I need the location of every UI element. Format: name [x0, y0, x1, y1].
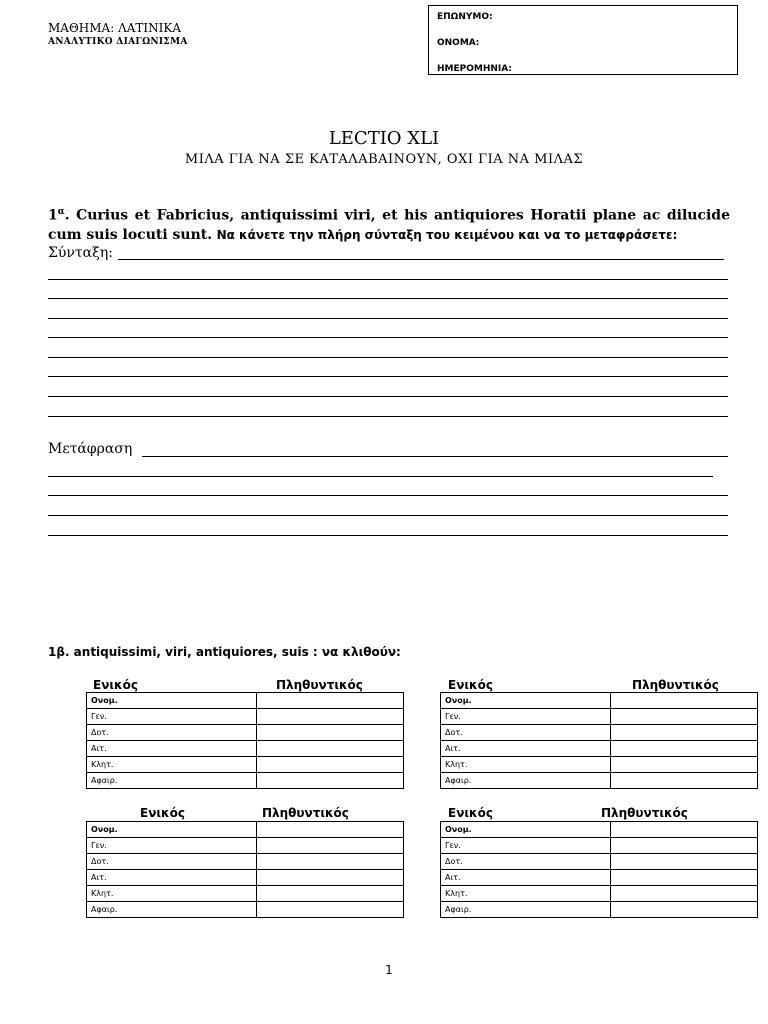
- syntax-answer-line[interactable]: [48, 337, 728, 338]
- name-label: ΟΝΟΜΑ:: [437, 38, 480, 48]
- student-id-box: [428, 5, 738, 75]
- syntax-answer-line[interactable]: [48, 376, 728, 377]
- case-label: Γεν.: [441, 838, 611, 854]
- case-label: Γεν.: [87, 709, 257, 725]
- case-label: Αιτ.: [87, 870, 257, 886]
- plural-cell[interactable]: [611, 693, 758, 709]
- declension-table: [86, 821, 404, 918]
- question-1-sup: α: [57, 207, 65, 217]
- plural-cell[interactable]: [257, 709, 404, 725]
- plural-cell[interactable]: [611, 725, 758, 741]
- case-label: Κλητ.: [441, 886, 611, 902]
- case-label: Γεν.: [441, 709, 611, 725]
- case-label: Δοτ.: [441, 725, 611, 741]
- question-1-instruction: Να κάνετε την πλήρη σύνταξη του κειμένου και να το μεταφράσετε:: [216, 227, 678, 242]
- syntax-answer-line[interactable]: [48, 357, 728, 358]
- case-label: Αφαιρ.: [441, 902, 611, 918]
- plural-cell[interactable]: [611, 709, 758, 725]
- page-number: 1: [385, 963, 393, 977]
- syntax-answer-line[interactable]: [48, 416, 728, 417]
- plural-cell[interactable]: [611, 870, 758, 886]
- page-title: LECTIO XLI: [328, 128, 440, 149]
- plural-header: Πληθυντικός: [276, 678, 363, 692]
- question-1-text: [48, 203, 730, 245]
- plural-cell[interactable]: [257, 693, 404, 709]
- syntax-answer-line[interactable]: [48, 318, 728, 319]
- case-label: Ονομ.: [87, 693, 257, 709]
- translation-answer-line[interactable]: [48, 476, 713, 477]
- subject-title: ΜΑΘΗΜΑ: ΛΑΤΙΝΙΚΑ: [48, 21, 182, 35]
- syntax-answer-line[interactable]: [48, 279, 728, 280]
- syntax-answer-line[interactable]: [48, 396, 728, 397]
- plural-cell[interactable]: [257, 854, 404, 870]
- translation-label: Μετάφραση: [48, 441, 133, 457]
- case-label: Κλητ.: [87, 757, 257, 773]
- case-label: Αιτ.: [441, 870, 611, 886]
- singular-header: Ενικός: [448, 678, 493, 692]
- plural-cell[interactable]: [611, 757, 758, 773]
- case-label: Δοτ.: [87, 725, 257, 741]
- date-label: ΗΜΕΡΟΜΗΝΙΑ:: [437, 64, 512, 74]
- question-1-latin: . Curius et Fabricius, antiquissimi viri, et his antiquiores Horatii plane ac dilucide cum suis locuti sunt.: [48, 207, 730, 243]
- plural-cell[interactable]: [257, 822, 404, 838]
- case-label: Αιτ.: [441, 741, 611, 757]
- plural-cell[interactable]: [611, 822, 758, 838]
- question-1-number: 1: [48, 207, 58, 224]
- motto: ΜΙΛΑ ΓΙΑ ΝΑ ΣΕ ΚΑΤΑΛΑΒΑΙΝΟΥΝ, ΟΧΙ ΓΙΑ ΝΑ ΜΙΛΑΣ: [184, 152, 584, 167]
- case-label: Δοτ.: [87, 854, 257, 870]
- declension-table: [440, 692, 758, 789]
- syntax-label: Σύνταξη:: [48, 245, 113, 261]
- case-label: Κλητ.: [87, 886, 257, 902]
- exam-subtitle: ΑΝΑΛΥΤΙΚΟ ΔΙΑΓΩΝΙΣΜΑ: [48, 37, 188, 47]
- plural-cell[interactable]: [611, 773, 758, 789]
- surname-label: ΕΠΩΝΥΜΟ:: [437, 12, 493, 22]
- translation-answer-line[interactable]: [48, 495, 728, 496]
- case-label: Δοτ.: [441, 854, 611, 870]
- case-label: Αφαιρ.: [87, 902, 257, 918]
- case-label: Κλητ.: [441, 757, 611, 773]
- case-label: Αιτ.: [87, 741, 257, 757]
- plural-cell[interactable]: [257, 725, 404, 741]
- syntax-answer-line[interactable]: [118, 259, 724, 260]
- plural-cell[interactable]: [611, 838, 758, 854]
- plural-cell[interactable]: [257, 870, 404, 886]
- singular-header: Ενικός: [448, 806, 493, 820]
- plural-cell[interactable]: [611, 886, 758, 902]
- plural-header: Πληθυντικός: [601, 806, 688, 820]
- case-label: Ονομ.: [87, 822, 257, 838]
- singular-header: Ενικός: [140, 806, 185, 820]
- translation-answer-line[interactable]: [142, 456, 728, 457]
- case-label: Ονομ.: [441, 822, 611, 838]
- declension-table: [86, 692, 404, 789]
- plural-cell[interactable]: [257, 741, 404, 757]
- singular-header: Ενικός: [93, 678, 138, 692]
- question-1b-prompt: 1β. antiquissimi, viri, antiquiores, suis : να κλιθούν:: [48, 645, 401, 659]
- plural-header: Πληθυντικός: [632, 678, 719, 692]
- plural-cell[interactable]: [257, 838, 404, 854]
- case-label: Ονομ.: [441, 693, 611, 709]
- syntax-answer-line[interactable]: [48, 298, 728, 299]
- plural-cell[interactable]: [257, 773, 404, 789]
- translation-answer-line[interactable]: [48, 535, 728, 536]
- case-label: Αφαιρ.: [87, 773, 257, 789]
- plural-cell[interactable]: [257, 902, 404, 918]
- case-label: Γεν.: [87, 838, 257, 854]
- case-label: Αφαιρ.: [441, 773, 611, 789]
- plural-cell[interactable]: [257, 757, 404, 773]
- declension-table: [440, 821, 758, 918]
- plural-cell[interactable]: [611, 854, 758, 870]
- plural-cell[interactable]: [257, 886, 404, 902]
- plural-header: Πληθυντικός: [262, 806, 349, 820]
- translation-answer-line[interactable]: [48, 515, 728, 516]
- plural-cell[interactable]: [611, 741, 758, 757]
- plural-cell[interactable]: [611, 902, 758, 918]
